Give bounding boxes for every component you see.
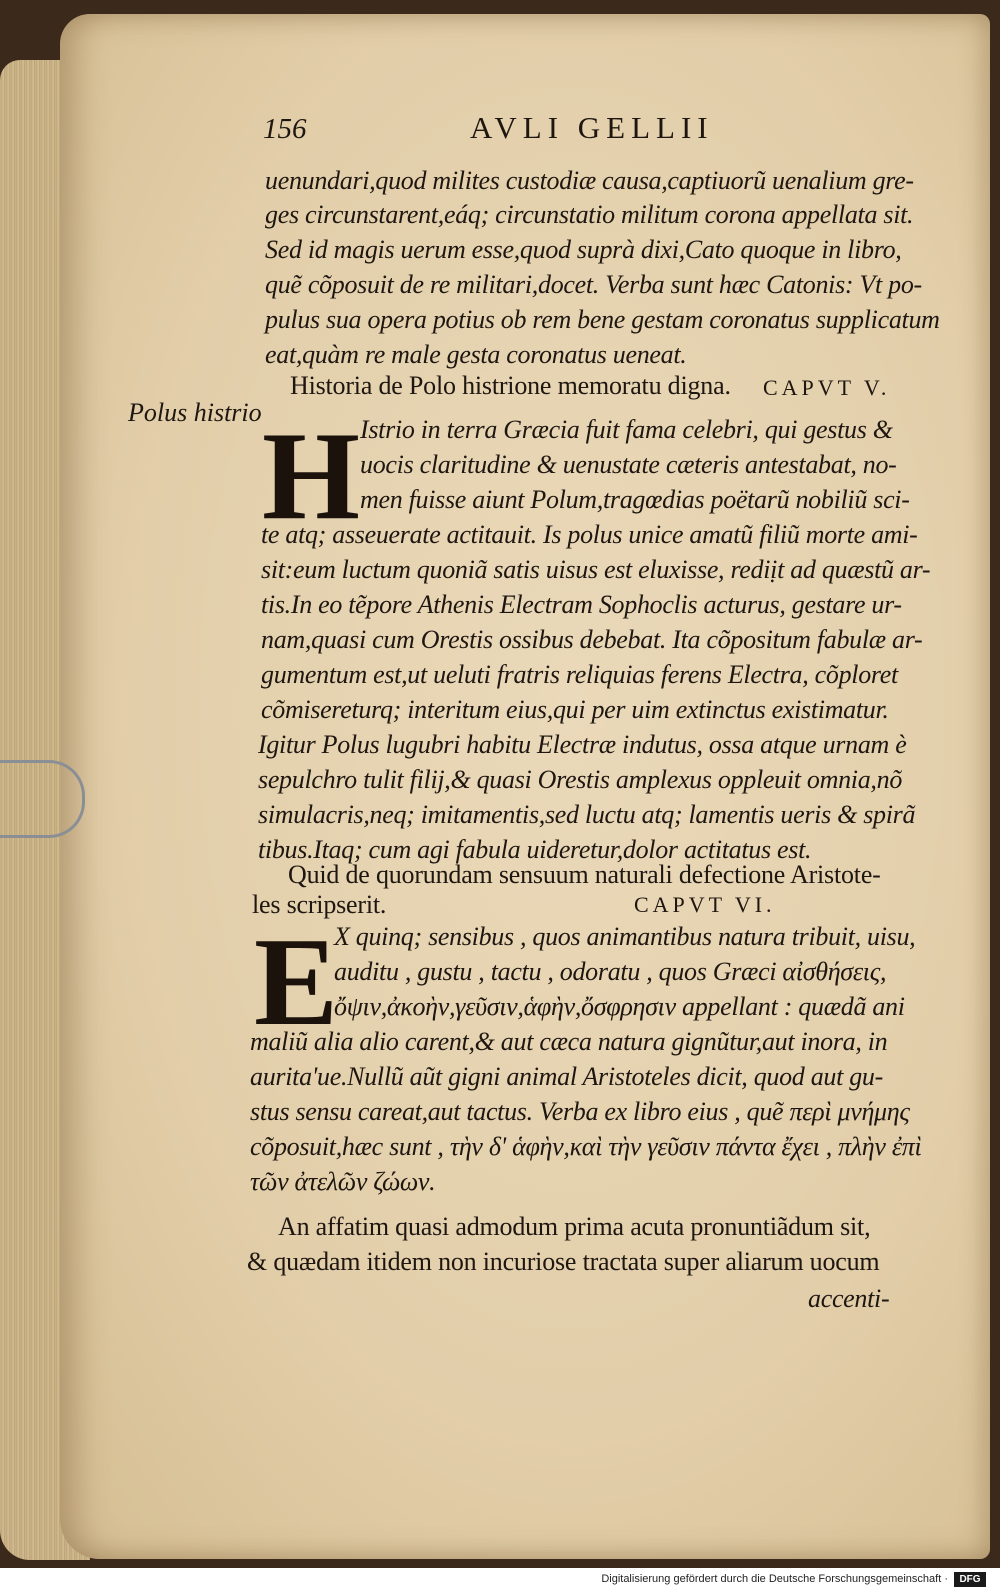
- text-line: aurita'ue.Nullũ aũt gigni animal Aristoteles dicit, quod aut gu-: [250, 1062, 883, 1091]
- chapter-heading: An affatim quasi admodum prima acuta pronuntiãdum sit,: [278, 1212, 871, 1241]
- text-line: stus sensu careat,aut tactus. Verba ex libro eius , quẽ περὶ μνήμης: [250, 1097, 910, 1126]
- text-line: cõmisereturq; interitum eius,qui per uim extinctus existimatur.: [261, 695, 889, 724]
- text-line: nam,quasi cum Orestis ossibus debebat. Ita cõpositum fabulæ ar-: [261, 625, 923, 654]
- chapter-heading: Historia de Polo histrione memoratu digna.: [290, 371, 731, 400]
- text-line: Sed id magis uerum esse,quod suprà dixi,Cato quoque in libro,: [265, 235, 902, 264]
- margin-note: Polus histrio: [128, 398, 262, 427]
- drop-cap: E: [254, 913, 339, 1052]
- chapter-number: CAPVT VI.: [634, 892, 776, 917]
- text-line: Istrio in terra Græcia fuit fama celebri, qui gestus &: [360, 415, 893, 444]
- text-line: men fuisse aiunt Polum,tragœdias poëtarũ nobiliũ sci-: [360, 485, 910, 514]
- text-line: tibus.Itaq; cum agi fabula uideretur,dolor actitatus est.: [258, 835, 812, 864]
- text-line: pulus sua opera potius ob rem bene gestam coronatus supplicatum: [265, 305, 940, 334]
- chapter-number: CAPVT V.: [763, 375, 891, 400]
- text-line: Igitur Polus lugubri habitu Electræ indutus, ossa atque urnam è: [258, 730, 907, 759]
- text-line: maliũ alia alio carent,& aut cæca natura gignũtur,aut inora, in: [250, 1027, 888, 1056]
- chapter-heading: les scripserit.: [252, 890, 387, 919]
- chapter-heading: & quædam itidem non incuriose tractata super aliarum uocum: [247, 1247, 880, 1276]
- catchword: accenti-: [808, 1284, 890, 1313]
- running-title: AVLI GELLII: [470, 110, 714, 145]
- text-line: τῶν ἀτελῶν ζώων.: [250, 1167, 436, 1196]
- text-line: auditu , gustu , tactu , odoratu , quos Græci αἰσθήσεις,: [334, 957, 887, 986]
- page-number: 156: [263, 113, 307, 145]
- text-line: cõposuit,hæc sunt , τὴν δ' ἁφὴν,καὶ τὴν γεῦσιν πάντα ἔχει , πλὴν ἐπὶ: [250, 1132, 922, 1161]
- text-line: ges circunstarent,eáq; circunstatio militum corona appellata sit.: [265, 200, 914, 229]
- text-line: eat,quàm re male gesta coronatus ueneat.: [265, 340, 687, 369]
- text-line: quẽ cõposuit de re militari,docet. Verba sunt hæc Catonis: Vt po-: [265, 270, 922, 299]
- chapter-heading: Quid de quorundam sensuum naturali defectione Aristote-: [288, 860, 881, 889]
- text-line: X quinq; sensibus , quos animantibus natura tribuit, uisu,: [334, 922, 916, 951]
- text-line: gumentum est,ut ueluti fratris reliquias ferens Electra, cõploret: [261, 660, 898, 689]
- text-line: simulacris,neq; imitamentis,sed luctu atq; lamentis ueris & spirã: [258, 800, 916, 829]
- text-line: ὄψιν,ἀκοὴν,γεῦσιν,ἁφὴν,ὄσφρησιν appellant : quædã ani: [334, 992, 905, 1021]
- drop-cap: H: [262, 407, 361, 546]
- text-line: sepulchro tulit filij,& quasi Orestis amplexus oppleuit omnia,nõ: [258, 765, 903, 794]
- funding-credit: Digitalisierung gefördert durch die Deutsche Forschungsgemeinschaft ·: [601, 1573, 948, 1585]
- text-line: uenundari,quod milites custodiæ causa,captiuorũ uenalium gre-: [265, 166, 914, 195]
- text-line: sit:eum luctum quoniã satis uisus est eluxisse, rediịt ad quæstũ ar-: [261, 555, 931, 584]
- digitization-footer: [0, 1568, 1000, 1592]
- dfg-logo: DFG: [954, 1572, 986, 1587]
- page-clip: [0, 760, 85, 838]
- text-line: tis.In eo tẽpore Athenis Electram Sophoclis acturus, gestare ur-: [261, 590, 902, 619]
- text-line: uocis claritudine & uenustate cæteris antestabat, no-: [360, 450, 897, 479]
- text-line: te atq; asseuerate actitauit. Is polus unice amatũ filiũ morte ami-: [261, 520, 918, 549]
